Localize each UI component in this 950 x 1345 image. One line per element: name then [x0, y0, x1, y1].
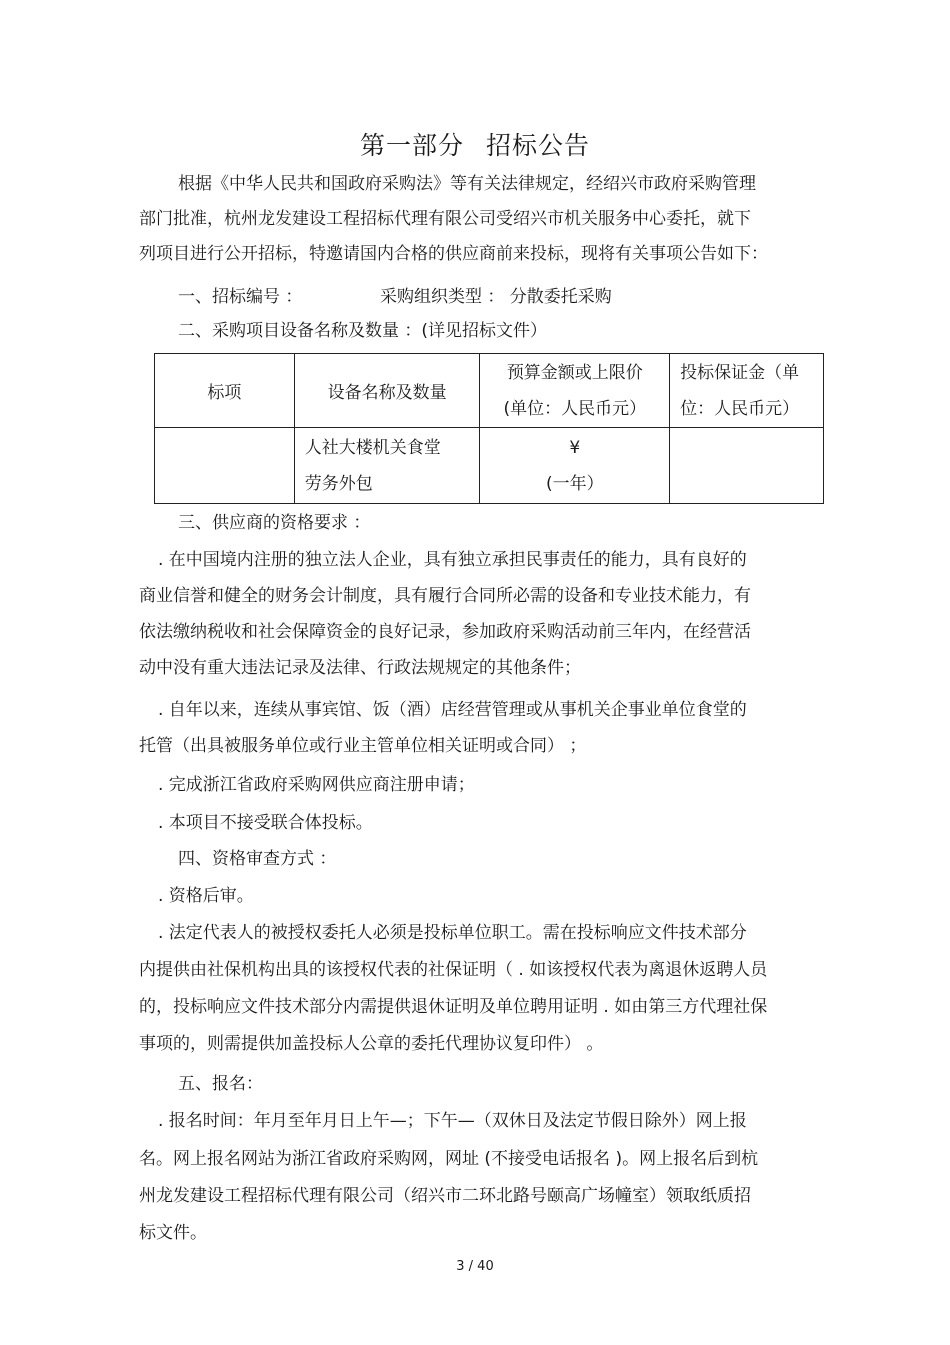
registration-line-3: 州龙发建设工程招标代理有限公司（绍兴市二环北路号颐高广场幢室）领取纸质招	[139, 1186, 751, 1206]
page-title	[0, 126, 950, 162]
cell-budget: ¥ (一年）	[480, 428, 670, 504]
title-name: 招标公告	[486, 131, 591, 160]
section-5-heading: 五、报名：	[178, 1074, 263, 1094]
cell-deposit	[670, 428, 824, 504]
registration-line-4: 标文件。	[139, 1223, 207, 1243]
qualification-3: . 完成浙江省政府采购网供应商注册申请；	[158, 775, 475, 795]
table-header-row	[155, 354, 824, 428]
review-2-line-4: 事项的，则需提供加盖投标人公章的委托代理协议复印件） 。	[139, 1034, 604, 1054]
section-1-bid-number: 一、招标编号 ：	[178, 287, 303, 307]
section-2-heading: 二、采购项目设备名称及数量 ：(详见招标文件）	[178, 321, 548, 341]
qualification-1-line-1: . 在中国境内注册的独立法人企业，具有独立承担民事责任的能力，具有良好的	[158, 550, 747, 570]
qualification-2-line-1: . 自年以来，连续从事宾馆、饭（酒）店经营管理或从事机关企事业单位食堂的	[158, 700, 747, 720]
review-2-line-3: 的，投标响应文件技术部分内需提供退休证明及单位聘用证明 . 如由第三方代理社保	[139, 997, 768, 1017]
qualification-1-line-4: 动中没有重大违法记录及法律、行政法规规定的其他条件；	[139, 658, 581, 678]
header-budget: 预算金额或上限价 (单位：人民币元）	[480, 354, 670, 428]
section-1-procurement-type: 采购组织类型 ： 分散委托采购	[380, 287, 612, 307]
qualification-1-line-3: 依法缴纳税收和社会保障资金的良好记录，参加政府采购活动前三年内，在经营活	[139, 622, 751, 642]
page-number: 3 / 40	[456, 1259, 494, 1274]
review-1: . 资格后审。	[158, 886, 254, 906]
title-part: 第一部分	[359, 131, 464, 160]
header-equipment: 设备名称及数量	[294, 354, 480, 428]
cell-item	[155, 428, 295, 504]
intro-line-3: 列项目进行公开招标，特邀请国内合格的供应商前来投标，现将有关事项公告如下：	[139, 244, 768, 264]
review-2-line-1: . 法定代表人的被授权委托人必须是投标单位职工。需在投标响应文件技术部分	[158, 923, 747, 943]
registration-line-2: 名。网上报名网站为浙江省政府采购网，网址 (不接受电话报名 )。网上报名后到杭	[139, 1149, 759, 1169]
header-item: 标项	[155, 354, 295, 428]
qualification-4: . 本项目不接受联合体投标。	[158, 813, 373, 833]
intro-line-1: 根据《中华人民共和国政府采购法》等有关法律规定，经绍兴市政府采购管理	[178, 174, 756, 194]
section-3-heading: 三、供应商的资格要求 ：	[178, 513, 371, 533]
section-4-heading: 四、资格审查方式 ：	[178, 849, 337, 869]
procurement-items-table	[154, 353, 824, 504]
header-deposit: 投标保证金（单 位：人民币元）	[670, 354, 824, 428]
registration-line-1: . 报名时间：年月至年月日上午—；下午—（双休日及法定节假日除外）网上报	[158, 1111, 747, 1131]
intro-line-2: 部门批准，杭州龙发建设工程招标代理有限公司受绍兴市机关服务中心委托，就下	[139, 209, 751, 229]
cell-equipment: 人社大楼机关食堂 劳务外包	[294, 428, 480, 504]
qualification-1-line-2: 商业信誉和健全的财务会计制度，具有履行合同所必需的设备和专业技术能力，有	[139, 586, 751, 606]
table-row	[155, 428, 824, 504]
qualification-2-line-2: 托管（出具被服务单位或行业主管单位相关证明或合同） ；	[139, 736, 587, 756]
review-2-line-2: 内提供由社保机构出具的该授权代表的社保证明（ . 如该授权代表为离退休返聘人员	[139, 960, 768, 980]
